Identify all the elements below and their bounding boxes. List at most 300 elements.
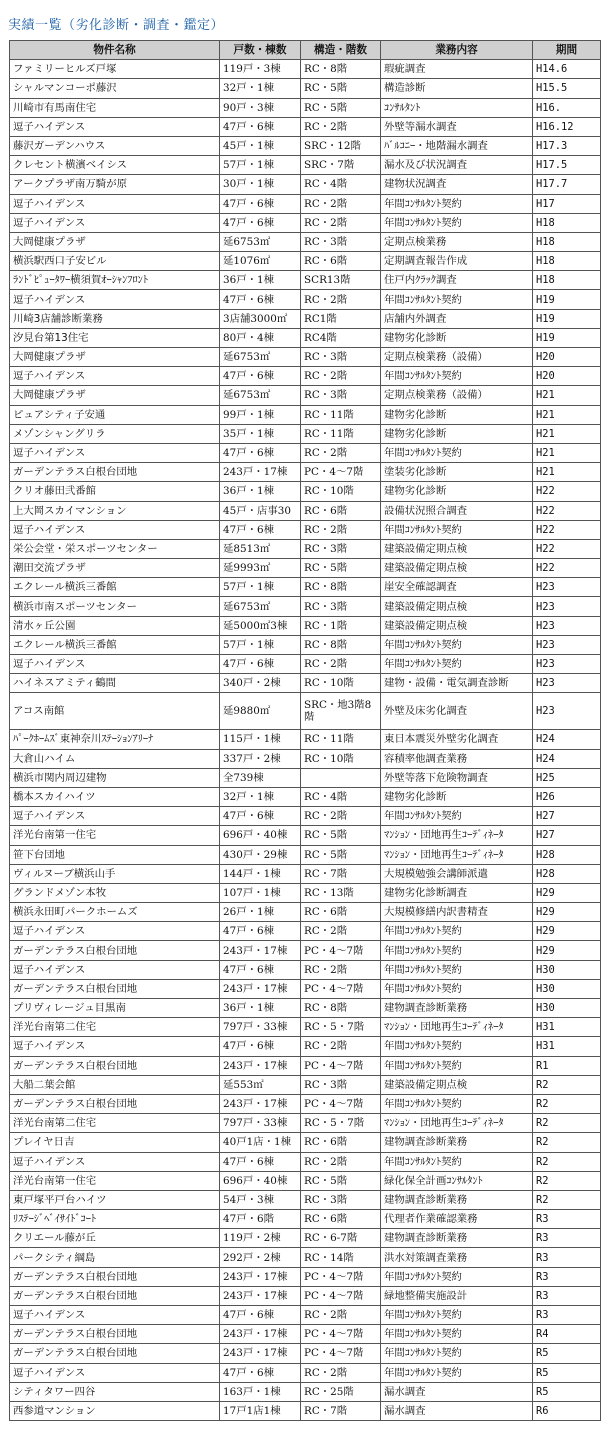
cell-period: H18 bbox=[533, 271, 601, 290]
cell-period: H29 bbox=[533, 903, 601, 922]
cell-property-name: 横浜駅西口子安ビル bbox=[10, 252, 220, 271]
cell-property-name: 逗子ハイデンス bbox=[10, 213, 220, 232]
table-row bbox=[10, 883, 601, 902]
cell-property-name: ガーデンテラス白根台団地 bbox=[10, 1344, 220, 1363]
cell-property-name: 栄公会堂・栄スポーツセンター bbox=[10, 539, 220, 558]
cell-structure: RC・7階 bbox=[301, 864, 381, 883]
table-row bbox=[10, 501, 601, 520]
cell-structure: RC・5階 bbox=[301, 826, 381, 845]
cell-period: H23 bbox=[533, 655, 601, 674]
cell-structure: RC・5階 bbox=[301, 98, 381, 117]
cell-work: 代理者作業確認業務 bbox=[381, 1210, 533, 1229]
cell-work: 年間ｺﾝｻﾙﾀﾝﾄ契約 bbox=[381, 979, 533, 998]
cell-period: H24 bbox=[533, 730, 601, 749]
cell-period: H27 bbox=[533, 807, 601, 826]
cell-work: 年間ｺﾝｻﾙﾀﾝﾄ契約 bbox=[381, 1306, 533, 1325]
cell-units: 163戸・1棟 bbox=[220, 1382, 301, 1401]
cell-work: 建築設備定期点検 bbox=[381, 616, 533, 635]
cell-property-name: 笹下台団地 bbox=[10, 845, 220, 864]
cell-period: H20 bbox=[533, 348, 601, 367]
cell-property-name: アコス南館 bbox=[10, 693, 220, 730]
cell-work: 年間ｺﾝｻﾙﾀﾝﾄ契約 bbox=[381, 290, 533, 309]
cell-period: R2 bbox=[533, 1133, 601, 1152]
cell-structure: RC・6-7階 bbox=[301, 1229, 381, 1248]
cell-period: R3 bbox=[533, 1229, 601, 1248]
table-row bbox=[10, 616, 601, 635]
cell-structure: RC・2階 bbox=[301, 1152, 381, 1171]
cell-property-name: ﾘｽﾃｰｼﾞﾍﾞｲｻｲﾄﾞｺｰﾄ bbox=[10, 1210, 220, 1229]
cell-property-name: ガーデンテラス白根台団地 bbox=[10, 1286, 220, 1305]
header-work: 業務内容 bbox=[381, 41, 533, 60]
cell-period: H27 bbox=[533, 826, 601, 845]
cell-work: ｺﾝｻﾙﾀﾝﾄ bbox=[381, 98, 533, 117]
cell-property-name: 東戸塚平戸台ハイツ bbox=[10, 1190, 220, 1209]
cell-work: 建物劣化診断調査 bbox=[381, 883, 533, 902]
table-row bbox=[10, 674, 601, 693]
table-row bbox=[10, 156, 601, 175]
cell-property-name: グランドメゾン本牧 bbox=[10, 883, 220, 902]
cell-structure: RC・6階 bbox=[301, 1133, 381, 1152]
header-units: 戸数・棟数 bbox=[220, 41, 301, 60]
cell-structure: RC・3階 bbox=[301, 348, 381, 367]
cell-structure: RC・8階 bbox=[301, 578, 381, 597]
table-row bbox=[10, 693, 601, 730]
cell-units: 40戸1店・1棟 bbox=[220, 1133, 301, 1152]
cell-units: 26戸・1棟 bbox=[220, 903, 301, 922]
cell-period: R3 bbox=[533, 1210, 601, 1229]
cell-structure: PC・4～7階 bbox=[301, 941, 381, 960]
cell-units: 144戸・1棟 bbox=[220, 864, 301, 883]
table-row bbox=[10, 807, 601, 826]
cell-units: 32戸・1棟 bbox=[220, 787, 301, 806]
cell-period: R5 bbox=[533, 1382, 601, 1401]
cell-property-name: 大岡健康プラザ bbox=[10, 232, 220, 251]
cell-units: 47戸・6棟 bbox=[220, 290, 301, 309]
cell-work: 年間ｺﾝｻﾙﾀﾝﾄ契約 bbox=[381, 213, 533, 232]
table-row bbox=[10, 60, 601, 79]
cell-units: 57戸・1棟 bbox=[220, 156, 301, 175]
cell-property-name: 汐見台第13住宅 bbox=[10, 328, 220, 347]
cell-work: 崖安全確認調査 bbox=[381, 578, 533, 597]
table-row bbox=[10, 845, 601, 864]
cell-units: 延6753㎡ bbox=[220, 386, 301, 405]
table-row bbox=[10, 903, 601, 922]
cell-period: R2 bbox=[533, 1171, 601, 1190]
table-row bbox=[10, 655, 601, 674]
table-row bbox=[10, 1056, 601, 1075]
cell-units: 47戸・6棟 bbox=[220, 520, 301, 539]
cell-units: 47戸・6棟 bbox=[220, 117, 301, 136]
cell-structure: RC・2階 bbox=[301, 520, 381, 539]
cell-units: 243戸・17棟 bbox=[220, 1094, 301, 1113]
table-row bbox=[10, 213, 601, 232]
cell-units: 340戸・2棟 bbox=[220, 674, 301, 693]
cell-structure: PC・4～7階 bbox=[301, 1344, 381, 1363]
cell-structure: RC・4階 bbox=[301, 787, 381, 806]
cell-structure: PC・4～7階 bbox=[301, 1325, 381, 1344]
cell-property-name: ガーデンテラス白根台団地 bbox=[10, 1094, 220, 1113]
cell-property-name: 洋光台南第一住宅 bbox=[10, 1171, 220, 1190]
cell-property-name: ﾊﾟｰｸﾎｰﾑｽﾞ東神奈川ｽﾃｰｼｮﾝｱﾘｰﾅ bbox=[10, 730, 220, 749]
cell-units: 17戸1店1棟 bbox=[220, 1401, 301, 1420]
table-row bbox=[10, 348, 601, 367]
cell-units: 延1076㎡ bbox=[220, 252, 301, 271]
table-row bbox=[10, 1133, 601, 1152]
cell-units: 47戸・6棟 bbox=[220, 1306, 301, 1325]
cell-units: 119戸・2棟 bbox=[220, 1229, 301, 1248]
table-row bbox=[10, 1018, 601, 1037]
cell-work: 年間ｺﾝｻﾙﾀﾝﾄ契約 bbox=[381, 1037, 533, 1056]
cell-period: H23 bbox=[533, 635, 601, 654]
cell-work: 住戸内ｸﾗｯｸ調査 bbox=[381, 271, 533, 290]
cell-structure: RC・13階 bbox=[301, 883, 381, 902]
cell-property-name: 逗子ハイデンス bbox=[10, 1152, 220, 1171]
cell-work: 外壁等落下危険物調査 bbox=[381, 768, 533, 787]
cell-property-name: 清水ヶ丘公園 bbox=[10, 616, 220, 635]
cell-property-name: エクレール横浜三番館 bbox=[10, 578, 220, 597]
cell-property-name: 大倉山ハイム bbox=[10, 749, 220, 768]
cell-units: 47戸・6棟 bbox=[220, 1037, 301, 1056]
table-row bbox=[10, 1229, 601, 1248]
cell-work: ﾏﾝｼｮﾝ・団地再生ｺｰﾃﾞｨﾈｰﾀ bbox=[381, 826, 533, 845]
cell-work: ﾊﾞﾙｺﾆｰ・地階漏水調査 bbox=[381, 136, 533, 155]
cell-period: H24 bbox=[533, 749, 601, 768]
cell-period: R3 bbox=[533, 1267, 601, 1286]
cell-period: H21 bbox=[533, 463, 601, 482]
cell-period: H29 bbox=[533, 941, 601, 960]
header-property-name: 物件名称 bbox=[10, 41, 220, 60]
cell-property-name: ガーデンテラス白根台団地 bbox=[10, 1325, 220, 1344]
table-row bbox=[10, 367, 601, 386]
cell-work: 定期点検業務 bbox=[381, 232, 533, 251]
cell-property-name: ガーデンテラス白根台団地 bbox=[10, 941, 220, 960]
table-row bbox=[10, 999, 601, 1018]
cell-structure: RC・3階 bbox=[301, 597, 381, 616]
cell-property-name: 逗子ハイデンス bbox=[10, 520, 220, 539]
cell-property-name: ピュアシティ子安通 bbox=[10, 405, 220, 424]
cell-structure: SRC・12階 bbox=[301, 136, 381, 155]
cell-structure: RC・6階 bbox=[301, 903, 381, 922]
cell-structure: RC・5階 bbox=[301, 1171, 381, 1190]
table-row bbox=[10, 941, 601, 960]
cell-property-name: 橋本スカイハイツ bbox=[10, 787, 220, 806]
cell-work: 年間ｺﾝｻﾙﾀﾝﾄ契約 bbox=[381, 1363, 533, 1382]
cell-structure: RC・1階 bbox=[301, 616, 381, 635]
cell-work: 年間ｺﾝｻﾙﾀﾝﾄ契約 bbox=[381, 1094, 533, 1113]
cell-units: 36戸・1棟 bbox=[220, 271, 301, 290]
cell-structure: RC4階 bbox=[301, 328, 381, 347]
cell-structure: PC・4～7階 bbox=[301, 979, 381, 998]
cell-units: 57戸・1棟 bbox=[220, 578, 301, 597]
cell-property-name: 横浜市関内周辺建物 bbox=[10, 768, 220, 787]
cell-units: 延6753㎡ bbox=[220, 597, 301, 616]
cell-work: 年間ｺﾝｻﾙﾀﾝﾄ契約 bbox=[381, 1267, 533, 1286]
cell-period: H26 bbox=[533, 787, 601, 806]
cell-work: 年間ｺﾝｻﾙﾀﾝﾄ契約 bbox=[381, 194, 533, 213]
cell-period: H21 bbox=[533, 424, 601, 443]
cell-property-name: シティタワー四谷 bbox=[10, 1382, 220, 1401]
table-row bbox=[10, 1210, 601, 1229]
cell-work: 構造診断 bbox=[381, 79, 533, 98]
cell-structure: RC・8階 bbox=[301, 999, 381, 1018]
cell-period: R2 bbox=[533, 1152, 601, 1171]
cell-structure bbox=[301, 768, 381, 787]
cell-work: 年間ｺﾝｻﾙﾀﾝﾄ契約 bbox=[381, 1056, 533, 1075]
cell-units: 36戸・1棟 bbox=[220, 999, 301, 1018]
cell-structure: RC・3階 bbox=[301, 1190, 381, 1209]
cell-units: 797戸・33棟 bbox=[220, 1114, 301, 1133]
table-body bbox=[10, 60, 601, 1421]
cell-work: 塗装劣化診断 bbox=[381, 463, 533, 482]
cell-structure: RC・2階 bbox=[301, 1363, 381, 1382]
cell-units: 47戸・6棟 bbox=[220, 367, 301, 386]
table-row bbox=[10, 482, 601, 501]
cell-units: 243戸・17棟 bbox=[220, 1286, 301, 1305]
cell-period: R5 bbox=[533, 1363, 601, 1382]
cell-property-name: 藤沢ガーデンハウス bbox=[10, 136, 220, 155]
cell-work: 外壁等漏水調査 bbox=[381, 117, 533, 136]
table-row bbox=[10, 1382, 601, 1401]
cell-units: 47戸・6棟 bbox=[220, 194, 301, 213]
table-row bbox=[10, 1037, 601, 1056]
cell-structure: SRC・7階 bbox=[301, 156, 381, 175]
cell-period: H29 bbox=[533, 922, 601, 941]
cell-work: 建物劣化診断 bbox=[381, 328, 533, 347]
table-row bbox=[10, 787, 601, 806]
table-row bbox=[10, 309, 601, 328]
cell-period: H28 bbox=[533, 864, 601, 883]
cell-structure: RC・2階 bbox=[301, 922, 381, 941]
cell-property-name: 逗子ハイデンス bbox=[10, 194, 220, 213]
cell-work: 建物調査診断業務 bbox=[381, 1190, 533, 1209]
cell-work: 年間ｺﾝｻﾙﾀﾝﾄ契約 bbox=[381, 922, 533, 941]
table-row bbox=[10, 1363, 601, 1382]
cell-work: 年間ｺﾝｻﾙﾀﾝﾄ契約 bbox=[381, 1152, 533, 1171]
cell-structure: RC・2階 bbox=[301, 194, 381, 213]
cell-work: 建物調査診断業務 bbox=[381, 1229, 533, 1248]
cell-property-name: パークシティ綱島 bbox=[10, 1248, 220, 1267]
cell-units: 430戸・29棟 bbox=[220, 845, 301, 864]
cell-period: H23 bbox=[533, 616, 601, 635]
cell-work: 定期点検業務（設備） bbox=[381, 386, 533, 405]
cell-property-name: メゾンシャングリラ bbox=[10, 424, 220, 443]
table-row bbox=[10, 864, 601, 883]
cell-structure: RC・5階 bbox=[301, 845, 381, 864]
cell-period: H17 bbox=[533, 194, 601, 213]
cell-units: 30戸・1棟 bbox=[220, 175, 301, 194]
cell-property-name: ファミリーヒルズ戸塚 bbox=[10, 60, 220, 79]
cell-work: 定期点検業務（設備） bbox=[381, 348, 533, 367]
table-row bbox=[10, 252, 601, 271]
cell-units: 696戸・40棟 bbox=[220, 826, 301, 845]
cell-property-name: 逗子ハイデンス bbox=[10, 960, 220, 979]
table-row bbox=[10, 136, 601, 155]
cell-property-name: 逗子ハイデンス bbox=[10, 1306, 220, 1325]
cell-work: 年間ｺﾝｻﾙﾀﾝﾄ契約 bbox=[381, 960, 533, 979]
cell-units: 47戸・6棟 bbox=[220, 1152, 301, 1171]
cell-property-name: 逗子ハイデンス bbox=[10, 367, 220, 386]
table-row bbox=[10, 1344, 601, 1363]
cell-period: H19 bbox=[533, 328, 601, 347]
cell-units: 57戸・1棟 bbox=[220, 635, 301, 654]
cell-period: H18 bbox=[533, 232, 601, 251]
cell-work: ﾏﾝｼｮﾝ・団地再生ｺｰﾃﾞｨﾈｰﾀ bbox=[381, 845, 533, 864]
cell-period: H31 bbox=[533, 1037, 601, 1056]
cell-property-name: 洋光台南第二住宅 bbox=[10, 1018, 220, 1037]
table-row bbox=[10, 730, 601, 749]
cell-work: 建築設備定期点検 bbox=[381, 559, 533, 578]
cell-work: 店舗内外調査 bbox=[381, 309, 533, 328]
cell-structure: RC・11階 bbox=[301, 730, 381, 749]
cell-work: 建築設備定期点検 bbox=[381, 539, 533, 558]
cell-units: 35戸・1棟 bbox=[220, 424, 301, 443]
cell-property-name: プレイヤ日吉 bbox=[10, 1133, 220, 1152]
cell-structure: RC・4階 bbox=[301, 175, 381, 194]
cell-units: 696戸・40棟 bbox=[220, 1171, 301, 1190]
cell-structure: PC・4～7階 bbox=[301, 1094, 381, 1113]
cell-property-name: 横浜永田町パークホームズ bbox=[10, 903, 220, 922]
cell-units: 3店舗3000㎡ bbox=[220, 309, 301, 328]
table-row bbox=[10, 194, 601, 213]
cell-period: H20 bbox=[533, 367, 601, 386]
cell-structure: RC・2階 bbox=[301, 117, 381, 136]
table-row bbox=[10, 328, 601, 347]
cell-property-name: 逗子ハイデンス bbox=[10, 290, 220, 309]
cell-property-name: 大船二葉会館 bbox=[10, 1075, 220, 1094]
cell-property-name: 上大岡スカイマンション bbox=[10, 501, 220, 520]
cell-period: H21 bbox=[533, 443, 601, 462]
cell-work: 漏水及び状況調査 bbox=[381, 156, 533, 175]
cell-period: H16. bbox=[533, 98, 601, 117]
cell-work: 容積率他調査業務 bbox=[381, 749, 533, 768]
cell-period: H23 bbox=[533, 597, 601, 616]
cell-work: 定期調査報告作成 bbox=[381, 252, 533, 271]
cell-work: 建物調査診断業務 bbox=[381, 1133, 533, 1152]
table-row bbox=[10, 1286, 601, 1305]
cell-structure: PC・4～7階 bbox=[301, 1286, 381, 1305]
cell-structure: RC・8階 bbox=[301, 60, 381, 79]
cell-period: H23 bbox=[533, 693, 601, 730]
cell-structure: RC・6階 bbox=[301, 501, 381, 520]
cell-work: 外壁及床劣化調査 bbox=[381, 693, 533, 730]
table-row bbox=[10, 979, 601, 998]
results-table bbox=[9, 40, 601, 1421]
cell-work: ﾏﾝｼｮﾝ・団地再生ｺｰﾃﾞｨﾈｰﾀ bbox=[381, 1114, 533, 1133]
table-header-row bbox=[10, 41, 601, 60]
table-row bbox=[10, 175, 601, 194]
cell-structure: RC・3階 bbox=[301, 386, 381, 405]
cell-property-name: クレセント横濱ベイシス bbox=[10, 156, 220, 175]
table-row bbox=[10, 539, 601, 558]
cell-structure: RC・10階 bbox=[301, 674, 381, 693]
cell-units: 延6753㎡ bbox=[220, 348, 301, 367]
cell-units: 99戸・1棟 bbox=[220, 405, 301, 424]
cell-units: 延8513㎡ bbox=[220, 539, 301, 558]
cell-units: 797戸・33棟 bbox=[220, 1018, 301, 1037]
cell-work: 建物劣化診断 bbox=[381, 787, 533, 806]
cell-structure: RC・2階 bbox=[301, 655, 381, 674]
cell-period: H18 bbox=[533, 252, 601, 271]
cell-units: 90戸・3棟 bbox=[220, 98, 301, 117]
cell-units: 80戸・4棟 bbox=[220, 328, 301, 347]
cell-work: 年間ｺﾝｻﾙﾀﾝﾄ契約 bbox=[381, 635, 533, 654]
cell-structure: RC・5・7階 bbox=[301, 1018, 381, 1037]
cell-period: R2 bbox=[533, 1094, 601, 1113]
cell-structure: SCR13階 bbox=[301, 271, 381, 290]
cell-period: H22 bbox=[533, 539, 601, 558]
cell-units: 292戸・2棟 bbox=[220, 1248, 301, 1267]
table-row bbox=[10, 826, 601, 845]
table-row bbox=[10, 424, 601, 443]
cell-property-name: ヴィルヌーブ横浜山手 bbox=[10, 864, 220, 883]
cell-structure: RC・2階 bbox=[301, 213, 381, 232]
cell-structure: RC・2階 bbox=[301, 960, 381, 979]
cell-work: 建物劣化診断 bbox=[381, 405, 533, 424]
cell-work: 年間ｺﾝｻﾙﾀﾝﾄ契約 bbox=[381, 520, 533, 539]
cell-structure: RC・11階 bbox=[301, 405, 381, 424]
table-row bbox=[10, 1306, 601, 1325]
cell-work: 洪水対策調査業務 bbox=[381, 1248, 533, 1267]
table-row bbox=[10, 117, 601, 136]
cell-period: H21 bbox=[533, 386, 601, 405]
cell-property-name: ガーデンテラス白根台団地 bbox=[10, 979, 220, 998]
cell-structure: PC・4～7階 bbox=[301, 1056, 381, 1075]
table-row bbox=[10, 960, 601, 979]
cell-units: 47戸・6階 bbox=[220, 1210, 301, 1229]
cell-work: 緑化保全計画ｺﾝｻﾙﾀﾝﾄ bbox=[381, 1171, 533, 1190]
cell-property-name: 横浜市南スポーツセンター bbox=[10, 597, 220, 616]
cell-property-name: 逗子ハイデンス bbox=[10, 922, 220, 941]
cell-units: 337戸・2棟 bbox=[220, 749, 301, 768]
cell-period: H30 bbox=[533, 960, 601, 979]
table-row bbox=[10, 271, 601, 290]
cell-period: R1 bbox=[533, 1056, 601, 1075]
table-row bbox=[10, 1267, 601, 1286]
cell-units: 32戸・1棟 bbox=[220, 79, 301, 98]
cell-structure: RC・5階 bbox=[301, 79, 381, 98]
cell-structure: RC・3階 bbox=[301, 232, 381, 251]
cell-period: H14.6 bbox=[533, 60, 601, 79]
cell-property-name: 川崎市有馬南住宅 bbox=[10, 98, 220, 117]
table-row bbox=[10, 1401, 601, 1420]
table-row bbox=[10, 559, 601, 578]
table-row bbox=[10, 1152, 601, 1171]
table-row bbox=[10, 768, 601, 787]
cell-units: 54戸・3棟 bbox=[220, 1190, 301, 1209]
cell-period: R2 bbox=[533, 1190, 601, 1209]
table-row bbox=[10, 1248, 601, 1267]
cell-period: R3 bbox=[533, 1248, 601, 1267]
cell-units: 47戸・6棟 bbox=[220, 807, 301, 826]
table-row bbox=[10, 1171, 601, 1190]
table-row bbox=[10, 98, 601, 117]
cell-units: 119戸・3棟 bbox=[220, 60, 301, 79]
cell-period: R2 bbox=[533, 1075, 601, 1094]
cell-work: 建築設備定期点検 bbox=[381, 597, 533, 616]
table-row bbox=[10, 922, 601, 941]
cell-units: 243戸・17棟 bbox=[220, 1344, 301, 1363]
table-row bbox=[10, 1114, 601, 1133]
table-row bbox=[10, 520, 601, 539]
cell-period: H22 bbox=[533, 559, 601, 578]
cell-work: 年間ｺﾝｻﾙﾀﾝﾄ契約 bbox=[381, 367, 533, 386]
cell-period: H22 bbox=[533, 482, 601, 501]
cell-structure: RC・8階 bbox=[301, 635, 381, 654]
cell-property-name: 逗子ハイデンス bbox=[10, 807, 220, 826]
cell-work: 漏水調査 bbox=[381, 1401, 533, 1420]
cell-period: H22 bbox=[533, 501, 601, 520]
cell-structure: RC・2階 bbox=[301, 290, 381, 309]
